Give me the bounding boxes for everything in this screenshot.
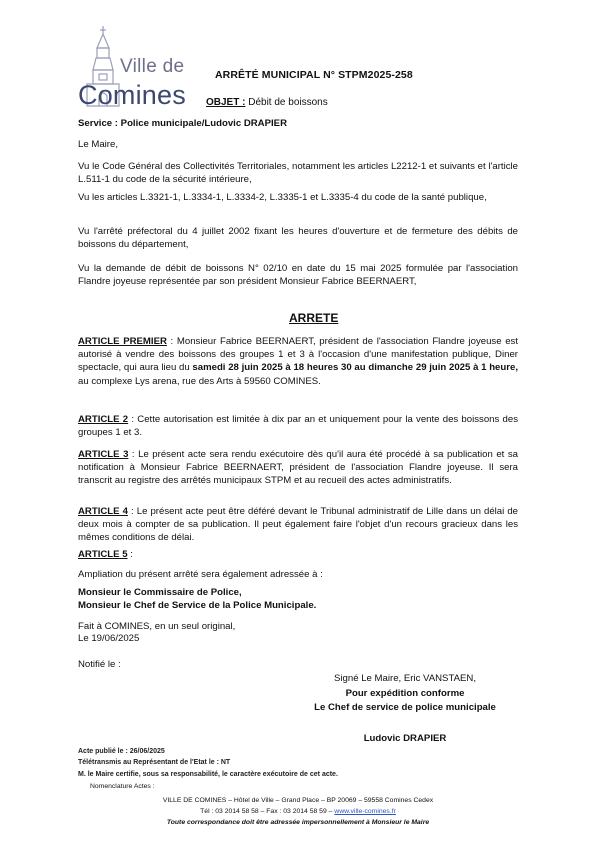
signature-line-3: Le Chef de service de police municipale [314,702,496,713]
article-2-text: : Cette autorisation est limitée à dix par an et uniquement pour la vente des boissons des groupes 1 et 3. [78,414,518,439]
footer-contact [78,808,518,815]
fait-line-2: Le 19/06/2025 [78,633,140,644]
objet-text: Débit de boissons [245,97,328,108]
article-1 [78,335,518,388]
article-3 [78,448,518,488]
city-logo [78,26,198,108]
logo-ville-text: Ville de [120,56,185,77]
vu-paragraph-2: Vu les articles L.3321-1, L.3334-1, L.3334-2, L.3335-1 et L.3335-4 du code de la santé publique, [78,192,487,203]
footer-nomenclature: Nomenclature Actes : [90,783,155,790]
article-1-text: : Monsieur Fabrice BEERNAERT, président de l'association Flandre joyeuse est autorisé à vendre des boissons des groupes 1 et 3 à l'occasion d'une manifestation publique, Diner spectacle, qui aura lieu du [78,336,518,374]
fait-line-1: Fait à COMINES, en un seul original, [78,621,236,632]
intro-line: Le Maire, [78,139,118,150]
signature-line-2: Pour expédition conforme [345,688,465,699]
article-3-text: : Le présent acte sera rendu exécutoire dès qu'il aura été procédé à sa publication et sa notification à Monsieur Fabrice BEERNAERT, président de l'association Flandre joyeuse. Il sera transcrit au registre des arrêtés municipaux STPM et au recueil des actes administratifs. [78,449,518,487]
footer-publie: Acte publié le : 26/06/2025 [78,748,165,755]
website-link[interactable]: www.ville-comines.fr [334,808,396,815]
article-2 [78,413,518,439]
article-1-place: au complexe Lys arena, rue des Arts à 59560 COMINES. [78,375,321,387]
article-2-label: ARTICLE 2 [78,414,129,425]
objet-line [206,97,328,108]
article-5-label: ARTICLE 5 [78,549,128,560]
footer-certifie: M. le Maire certifie, sous sa responsabilité, le caractère exécutoire de cet acte. [78,771,338,778]
footer-correspondance: Toute correspondance doit être adressée impersonnellement à Monsieur le Maire [166,819,430,826]
notifie-line: Notifié le : [78,659,121,670]
article-4 [78,505,518,545]
article-1-dates: samedi 28 juin 2025 à 18 heures 30 au dimanche 29 juin 2025 à 1 heure, [192,362,518,374]
ampliation-line: Ampliation du présent arrêté sera également adressée à : [78,569,323,580]
logo-comines-text: Comines [78,80,186,110]
signature-name: Ludovic DRAPIER [363,733,447,744]
vu-paragraph-4: Vu la demande de débit de boissons N° 02/10 en date du 15 mai 2025 formulée par l'association Flandre joyeuse représentée par son président Monsieur Fabrice BEERNAERT, [78,263,518,288]
article-4-label: ARTICLE 4 [78,506,128,517]
article-3-label: ARTICLE 3 [78,449,129,460]
objet-label: OBJET : [206,97,246,108]
footer-address: VILLE DE COMINES – Hôtel de Ville – Grand Place – BP 20069 – 59558 Comines Cedex [162,797,434,804]
article-5 [78,548,518,561]
recipient-1: Monsieur le Commissaire de Police, [78,587,242,598]
article-5-text: : [127,549,133,560]
signature-line-1: Signé Le Maire, Eric VANSTAEN, [334,673,476,684]
article-4-text: : Le présent acte peut être déféré devant le Tribunal administratif de Lille dans un délai de deux mois à compter de sa publication. Il peut également faire l'objet d'un recours gracieux dans les mêmes conditions de délai. [78,506,518,544]
article-1-label: ARTICLE PREMIER [78,336,167,347]
footer-teletransmis: Télétransmis au Représentant de l'Etat le : NT [78,759,231,766]
service-line: Service : Police municipale/Ludovic DRAPIER [78,118,287,129]
document-title: ARRÊTÉ MUNICIPAL N° STPM2025-258 [215,69,413,81]
recipient-2: Monsieur le Chef de Service de la Police Municipale. [78,600,317,611]
vu-paragraph-1: Vu le Code Général des Collectivités Territoriales, notamment les articles L2212-1 et suivants et l'article L.511-1 du code de la sécurité intérieure, [78,161,518,186]
arrete-heading: ARRETE [289,311,339,325]
footer-tel-fax: Tél : 03 2014 58 58 – Fax : 03 2014 58 59 – [200,808,335,815]
vu-paragraph-3: Vu l'arrêté préfectoral du 4 juillet 2002 fixant les heures d'ouverture et de fermeture des débits de boissons du département, [78,226,518,251]
